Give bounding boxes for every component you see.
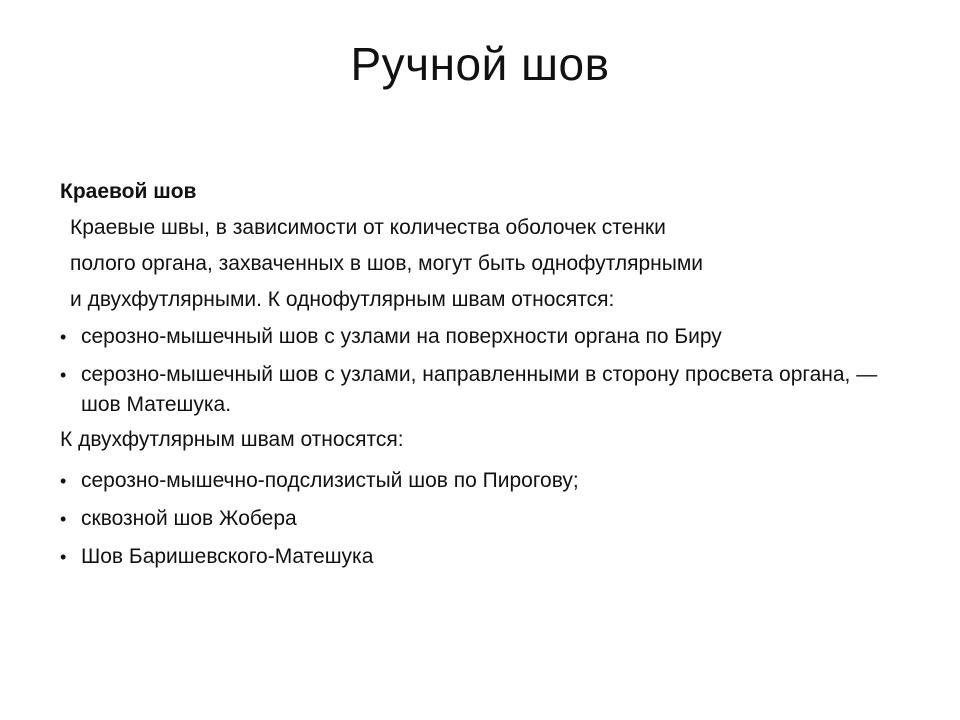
bullet-icon: • [60,509,67,529]
paragraph-line: Краевые швы, в зависимости от количества оболочек стенки [70,216,666,239]
paragraph-line: и двухфутлярными. К однофутлярным швам относятся: [70,288,615,311]
bullet-icon: • [60,327,67,347]
bullet-icon: • [60,547,67,567]
list-item [60,542,920,572]
bullet-icon: • [60,471,67,491]
list-item-text: серозно-мышечный шов с узлами на поверхности органа по Биру [81,325,722,348]
list-item [60,322,920,352]
list-item [60,466,920,496]
list-item [60,504,920,534]
list-item-text: сквозной шов Жобера [81,507,297,530]
bullet-icon: • [60,365,67,385]
list-item-text: Шов Баришевского-Матешука [81,545,374,568]
double-case-intro: К двухфутлярным швам относятся: [60,428,404,451]
section-heading: Краевой шов [60,180,197,203]
list-item-text: серозно-мышечный шов с узлами, направленными в сторону просвета органа, — шов Матешука. [81,363,878,416]
paragraph-line: полого органа, захваченных в шов, могут быть однофутлярными [70,252,704,275]
slide-body [60,176,920,572]
list-item-text: серозно-мышечно-подслизистый шов по Пирогову; [81,469,579,492]
list-item [60,360,901,420]
slide-title: Ручной шов [350,38,610,90]
